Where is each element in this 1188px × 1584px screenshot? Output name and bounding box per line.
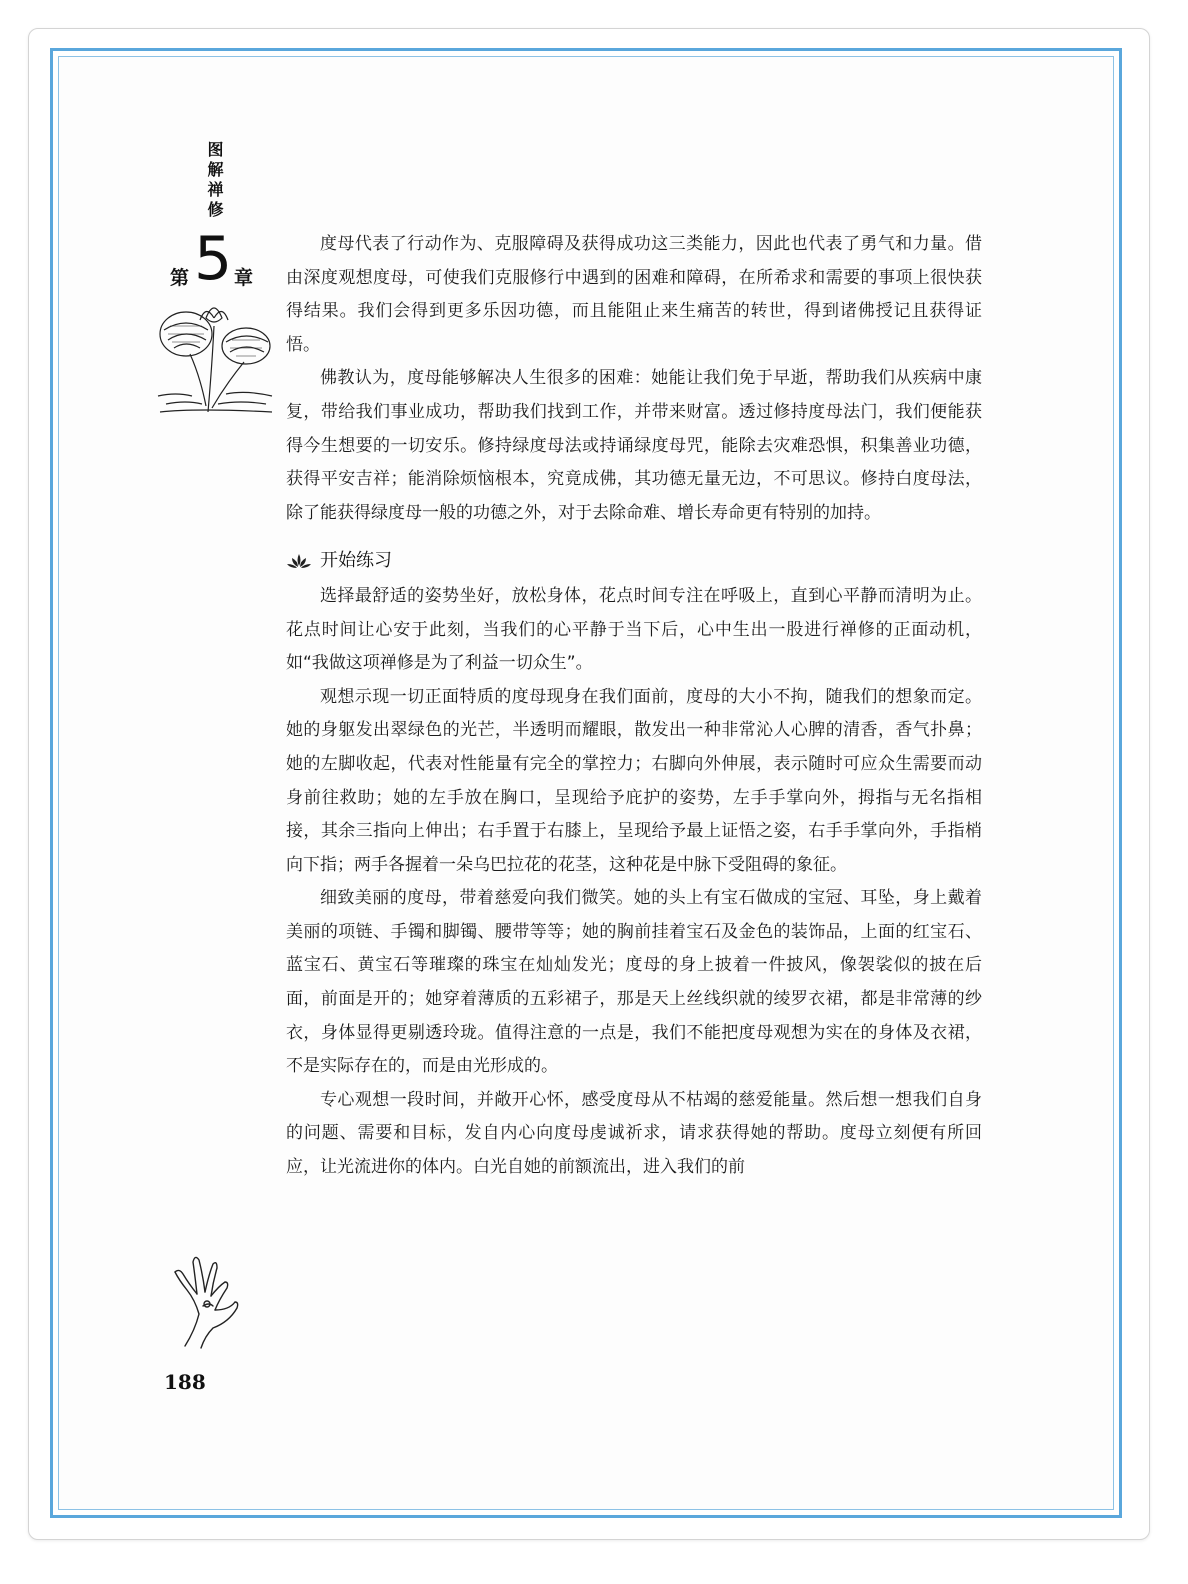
lotus-bullet-icon (286, 552, 312, 570)
chapter-suffix: 章 (234, 267, 254, 289)
mudra-hand-icon (165, 1250, 247, 1350)
chapter-prefix: 第 (170, 267, 190, 289)
chapter-number: 5 (194, 224, 233, 294)
page-number: 188 (164, 1370, 206, 1394)
paragraph-1: 度母代表了行动作为、克服障碍及获得成功这三类能力，因此也代表了勇气和力量。借由深度观想度母，可使我们克服修行中遇到的困难和障碍，在所希求和需要的事项上很快获得结果。我们会得到更多乐因功德，而且能阻止来生痛苦的转世，得到诸佛授记且获得证悟。 (286, 234, 982, 355)
section-heading (286, 544, 982, 578)
running-book-title: 图解禅修 (205, 141, 224, 221)
practice-paragraph-3: 细致美丽的度母，带着慈爱向我们微笑。她的头上有宝石做成的宝冠、耳坠，身上戴着美丽的项链、手镯和脚镯、腰带等等；她的胸前挂着宝石及金色的装饰品，上面的红宝石、蓝宝石、黄宝石等璀璨的珠宝在灿灿发光；度母的身上披着一件披风，像袈裟似的披在后面，前面是开的；她穿着薄质的五彩裙子，那是天上丝线织就的绫罗衣裙，都是非常薄的纱衣，身体显得更剔透玲珑。值得注意的一点是，我们不能把度母观想为实在的身体及衣裙，不是实际存在的，而是由光形成的。 (286, 888, 982, 1077)
practice-paragraph-1: 选择最舒适的姿势坐好，放松身体，花点时间专注在呼吸上，直到心平静而清明为止。花点时间让心安于此刻，当我们的心平静于当下后，心中生出一股进行禅修的正面动机，如“我做这项禅修是为了利益一切众生”。 (286, 585, 982, 674)
section-title: 开始练习 (320, 550, 392, 572)
practice-paragraph-4: 专心观想一段时间，并敞开心怀，感受度母从不枯竭的慈爱能量。然后想一想我们自身的问题、需要和目标，发自内心向度母虔诚祈求，请求获得她的帮助。度母立刻便有所回应，让光流进你的体内。白光自她的前额流出，进入我们的前 (286, 1089, 982, 1178)
practice-paragraph-2: 观想示现一切正面特质的度母现身在我们面前，度母的大小不拘，随我们的想象而定。她的身躯发出翠绿色的光芒，半透明而耀眼，散发出一种非常沁人心脾的清香，香气扑鼻；她的左脚收起，代表对性能量有完全的掌控力；右脚向外伸展，表示随时可应众生需要而动身前往救助；她的左手放在胸口，呈现给予庇护的姿势，左手手掌向外，拇指与无名指相接，其余三指向上伸出；右手置于右膝上，呈现给予最上证悟之姿，右手手掌向外，手指梢向下指；两手各握着一朵乌巴拉花的花茎，这种花是中脉下受阻碍的象征。 (286, 686, 982, 875)
paragraph-2: 佛教认为，度母能够解决人生很多的困难：她能让我们免于早逝，帮助我们从疾病中康复，带给我们事业成功，帮助我们找到工作，并带来财富。透过修持度母法门，我们便能获得今生想要的一切安乐。修持绿度母法或持诵绿度母咒，能除去灾难恐惧，积集善业功德，获得平安吉祥；能消除烦恼根本，究竟成佛，其功德无量无边，不可思议。修持白度母法，除了能获得绿度母一般的功德之外，对于去除命难、增长寿命更有特别的加持。 (286, 368, 982, 523)
lotus-illustration-icon (156, 296, 274, 416)
chapter-marker (170, 224, 280, 301)
article-body (286, 228, 982, 1185)
